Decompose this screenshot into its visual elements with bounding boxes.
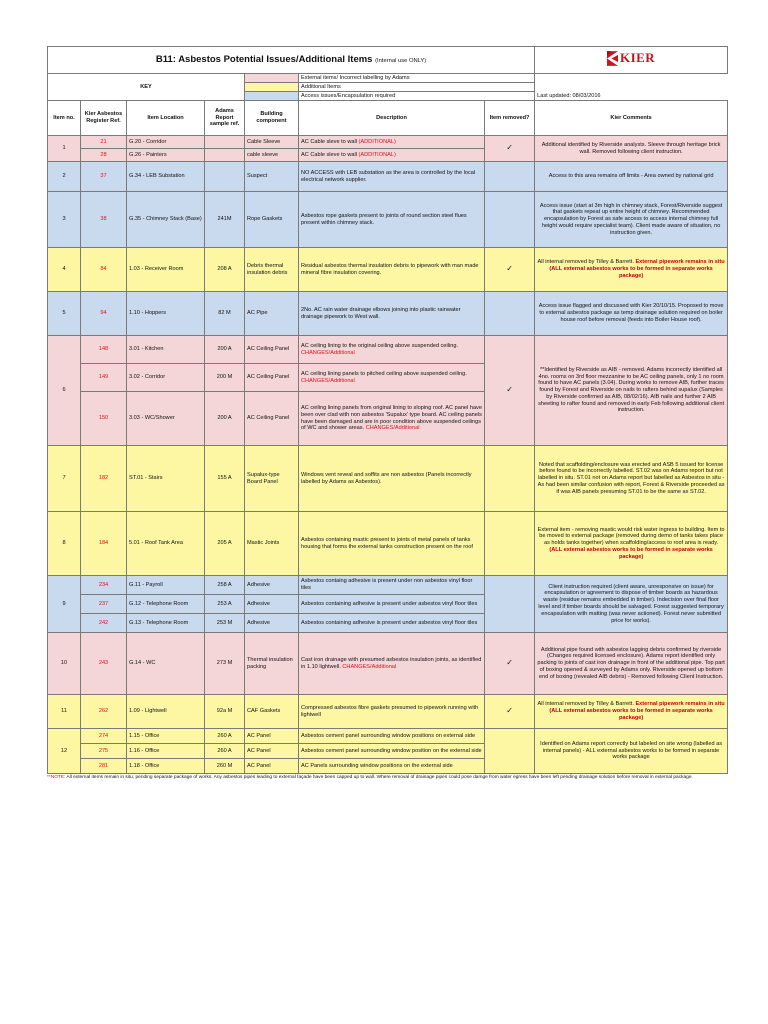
item-location: 3.03 - WC/Shower [127,392,205,446]
page-title [48,47,535,74]
sample-ref: 200 A [205,392,245,446]
col-location: Item Location [127,101,205,136]
kier-ref: 84 [81,248,127,292]
description: Asbestos cement panel surrounding window position on the external side [299,744,485,759]
kier-ref: 274 [81,729,127,744]
sample-ref: 82 M [205,292,245,336]
item-no: 11 [48,695,81,729]
kier-comment: Client instruction required (client aware, unresponsive on issue) for encapsulation or agreement to dispose of timber boards as hazardous waste (residue remains embedded in timber). Indecision over final floor level and if timber boards should be salvaged. Forest suggested temporary encapsulation with matting (was never actioned). Forest never submitted price for works). [535,576,728,633]
description-text: AC ceiling lining to the original ceiling above suspended ceiling. [301,342,459,349]
table-row [48,729,728,744]
sample-ref: 260 M [205,759,245,774]
item-location: 1.15 - Office [127,729,205,744]
comment-text: All internal removed by Tilley & Barrett. [537,259,634,266]
item-no: 12 [48,729,81,774]
comment-flag: (ALL external asbestos works to be formed in separate works package) [549,546,713,560]
building-component: AC Panel [245,729,299,744]
item-location: 3.01 - Kitchen [127,336,205,364]
kier-ref: 234 [81,576,127,595]
item-location: 1.16 - Office [127,744,205,759]
item-location: G.35 - Chimney Stack (Base) [127,192,205,248]
item-no: 3 [48,192,81,248]
description [299,392,485,446]
key-blank [535,74,728,83]
item-no: 5 [48,292,81,336]
kier-logo-mark-icon [607,51,618,66]
kier-comment: **Identified by Riverside as AIB - removed. Adams incorrectly identified all 4no. rooms on 3rd floor mezzanine to be AC ceiling panels, only 1 no room found to have AC panels (3.04). During works to remove AIB, further traces found by Forest and Riverside on nails to rafters behind supalux (Samples by Riverside confirmed as AIB, 08/02/16). AIB nails and further 2 AIB sheeting to rafter found and removed in early Feb following additional client instruction. [535,336,728,446]
comment-flag: External pipework remains in situ (ALL external asbestos works to be formed in separate works package) [549,259,725,279]
table-row [48,192,728,248]
title-sub: (Internal use ONLY) [375,57,427,64]
kier-comment: Identified on Adams report correctly but labeled on site wrong (labelled as internal panels) - ALL external asbestos works to be formed in separate works package [535,729,728,774]
table-row [48,446,728,512]
kier-logo [535,47,728,74]
table-row [48,576,728,595]
description: 2No. AC rain water drainage elbows joining into plastic rainwater drainage pipework to West wall. [299,292,485,336]
sample-ref: 273 M [205,633,245,695]
removed-cell [485,512,535,576]
table-row [48,512,728,576]
kier-comment [535,512,728,576]
description [299,336,485,364]
item-no: 7 [48,446,81,512]
table-row [48,292,728,336]
sample-ref [205,136,245,149]
col-comments: Kier Comments [535,101,728,136]
sample-ref: 253 A [205,595,245,614]
description [299,364,485,392]
building-component: Debris thermal insulation debris [245,248,299,292]
removed-cell [485,162,535,192]
building-component: AC Ceiling Panel [245,364,299,392]
removed-check-icon: ✓ [485,248,535,292]
item-location: 3.02 - Corridor [127,364,205,392]
item-location: G.14 - WC [127,633,205,695]
kier-ref: 182 [81,446,127,512]
key-swatch-blue [245,92,299,101]
footnote-text: : All external items remain in situ, pending separate package of works. Any asbestos pipes leading to external façade have been capped up to wall. Where removal of drainage pipes could pose damge from water egress have been left pending drainage solution before removal in external package. [64,775,693,780]
building-component: Rope Gaskets [245,192,299,248]
kier-ref: 21 [81,136,127,149]
title-main: B11: Asbestos Potential Issues/Additional Items [155,53,373,65]
table-row [48,248,728,292]
sample-ref: 200 A [205,336,245,364]
footnote-marker: **NOTE [47,775,65,780]
description: Asbestos containing mastic present to joints of metal panels of tanks housing that forms the external tanks construction present on the roof [299,512,485,576]
removed-cell [485,446,535,512]
sample-ref: 155 A [205,446,245,512]
footnote [47,775,727,781]
col-description: Description [299,101,485,136]
table-row [48,336,728,364]
key-item-access: Access issues/Encapsulation required [299,92,535,101]
col-kier-ref: Kier Asbestos Register Ref. [81,101,127,136]
last-updated: Last updated: 08/03/2016 [537,93,601,99]
kier-comment [535,695,728,729]
building-component: Adhesive [245,595,299,614]
col-adams-ref: Adams Report sample ref. [205,101,245,136]
key-blank [535,83,728,92]
description-flag: CHANGES/Additional [301,377,355,384]
item-location: G.11 - Payroll [127,576,205,595]
description: Asbestos containing adhesive is present under asbestos vinyl floor tiles [299,614,485,633]
kier-comment: Additional pipe found with asbestos lagging debris confirmed by riverside (Changes required licensed enclosure). Adams report identified only packing to joints of cast iron drainage in front of the additional pipe. Top part of boxing opened & surveyed by Adams only. Riverside opened up bottom end of boxing (revealed AIB debris) - Removed following Client Instruction. [535,633,728,695]
description: AC Panels surrounding window positions on the external side [299,759,485,774]
sample-ref: 260 A [205,744,245,759]
col-removed: Item removed? [485,101,535,136]
table-row [48,695,728,729]
kier-comment [535,248,728,292]
item-no: 4 [48,248,81,292]
description: Compressed asbestos fibre gaskets presumed to pipework running with lightwell [299,695,485,729]
item-location: 1.18 - Office [127,759,205,774]
item-location: G.20 - Corridor [127,136,205,149]
kier-ref: 275 [81,744,127,759]
col-item-no: Item no. [48,101,81,136]
removed-cell [485,292,535,336]
kier-ref: 237 [81,595,127,614]
building-component: AC Pipe [245,292,299,336]
kier-comment: Access issue flagged and discussed with Kier 20/10/15. Proposed to move to external asbestos package as temp drainage solution required on boiler house roof before removal (feeds into Boiler House roof). [535,292,728,336]
description [299,149,485,162]
description-flag: CHANGES/Additional [301,349,355,356]
removed-check-icon: ✓ [485,695,535,729]
logo-text: KIER [619,50,656,66]
kier-ref: 94 [81,292,127,336]
description: Asbestos containg adhesive is present under non asbestos vinyl floor tiles [299,576,485,595]
building-component: Thermal insulation packing [245,633,299,695]
removed-cell [485,192,535,248]
description-text: AC Cable sleve to wall [301,151,357,158]
building-component: AC Panel [245,744,299,759]
description-flag: CHANGES/Additional [365,425,420,432]
asbestos-register-sheet [47,46,727,781]
item-no: 10 [48,633,81,695]
sample-ref: 258 A [205,576,245,595]
key-item-additional: Additional Items [299,83,535,92]
item-location: ST.01 - Stairs [127,446,205,512]
kier-comment: Noted that scaffolding/enclosure was erected and ASB 5 issued for license before found to be incorrectly labelled. ST.02 was on Adams report but not labelled in situ. ST.01 not on Adams report but labelled as Asbestos in situ - As had been similar confusion with report, Forest & Riverside proceeded as if was AIB panels presuming ST.01 to be the same as ST.02. [535,446,728,512]
description-text: AC Cable sleve to wall [301,138,357,145]
building-component: cable sleeve [245,149,299,162]
description-text: AC ceiling lining panels from original lining to sloping roof. AC panel have been over clad with non asbestos 'Supalux' type board. AC ceiling panels have been damaged and are in poor condition above suspended ceilings of WC and shower areas. [301,404,482,432]
sample-ref: 92a M [205,695,245,729]
building-component: Suspect [245,162,299,192]
item-location: 1.10 - Hoppers [127,292,205,336]
table-row [48,136,728,149]
building-component: Mastic Joints [245,512,299,576]
sample-ref [205,162,245,192]
building-component: AC Ceiling Panel [245,336,299,364]
item-location: G.34 - LEB Substation [127,162,205,192]
kier-ref: 281 [81,759,127,774]
building-component: Adhesive [245,614,299,633]
kier-comment: Additional identified by Riverside analysts. Sleeve through heritage brick wall. Removed following client instruction. [535,136,728,162]
sample-ref: 241M [205,192,245,248]
description: Asbestos containing adhesive is present under asbestos vinyl floor tiles [299,595,485,614]
description [299,633,485,695]
building-component: AC Ceiling Panel [245,392,299,446]
item-location: 1.09 - Lightwell [127,695,205,729]
kier-ref: 148 [81,336,127,364]
item-no: 1 [48,136,81,162]
comment-flag: External pipework remains in situ (ALL external asbestos works to be formed in separate works package) [549,701,725,721]
description: Windows vent reveal and soffits are non asbestos (Panels incorrectly labelled by Adams as Asbestos). [299,446,485,512]
item-location: 5.01 - Roof Tank Area [127,512,205,576]
item-location: G.13 - Telephone Room [127,614,205,633]
removed-check-icon: ✓ [485,336,535,446]
kier-ref: 184 [81,512,127,576]
table-row [48,162,728,192]
sample-ref: 260 A [205,729,245,744]
removed-check-icon: ✓ [485,136,535,162]
item-no: 6 [48,336,81,446]
kier-ref: 262 [81,695,127,729]
kier-ref: 243 [81,633,127,695]
description [299,136,485,149]
item-no: 2 [48,162,81,192]
item-location: G.26 - Painters [127,149,205,162]
sample-ref: 200 M [205,364,245,392]
removed-cell [485,729,535,774]
sample-ref: 208 A [205,248,245,292]
table-row [48,633,728,695]
description-text: Cast iron drainage with presumed asbestos insulation joints, as identified in 1.10 lightwell. [301,656,482,670]
sample-ref [205,149,245,162]
col-component: Building component [245,101,299,136]
kier-ref: 38 [81,192,127,248]
building-component: Supalux-type Board Panel [245,446,299,512]
key-swatch-yellow [245,83,299,92]
kier-ref: 150 [81,392,127,446]
sample-ref: 253 M [205,614,245,633]
removed-cell [485,576,535,633]
kier-comment: Access to this area remains off limits - Area owned by national grid [535,162,728,192]
item-location: G.12 - Telephone Room [127,595,205,614]
building-component: CAF Gaskets [245,695,299,729]
key-label: KEY [48,74,245,101]
kier-ref: 28 [81,149,127,162]
key-swatch-pink [245,74,299,83]
item-location: 1.03 - Receiver Room [127,248,205,292]
building-component: Adhesive [245,576,299,595]
kier-ref: 242 [81,614,127,633]
kier-ref: 149 [81,364,127,392]
comment-text: All internal removed by Tilley & Barrett. [537,701,634,708]
comment-text: External item - removing mastic would risk water ingress to building. Item to be moved to external package (removed during demo of tanks takes place as holds tanks together) when scaffolding/access to roof area is ready. [537,526,725,547]
kier-comment: Access issue (start at 3m high in chimney stack, Forest/Riverside suggest that gaskets repeat up entire height of chimney. Recommended encapsulation by Forest as safe access to access internal chimney full height would require specialist team). Client made aware of situation, no instruction given. [535,192,728,248]
description-text: AC ceiling lining panels to pitched ceiling above suspended ceiling. [301,370,467,377]
item-no: 9 [48,576,81,633]
building-component: Cable Sleeve [245,136,299,149]
building-component: AC Panel [245,759,299,774]
item-no: 8 [48,512,81,576]
sample-ref: 205 A [205,512,245,576]
key-item-external: External items/ Incorrect labelling by Adams [299,74,535,83]
description-flag: (ADDITIONAL) [358,151,396,158]
description-flag: (ADDITIONAL) [358,138,396,145]
description: Residual asbestos thermal insulation debris to pipework with man made mineral fibre insulation covering. [299,248,485,292]
asbestos-table [47,46,728,774]
description: NO ACCESS with LEB substation as the area is controlled by the local electrical network supplier. [299,162,485,192]
description: Asbestos rope gaskets present to joints of round section steel flues present within chimney stack. [299,192,485,248]
description: Asbestos cement panel surrounding window positions on external side [299,729,485,744]
kier-ref: 37 [81,162,127,192]
removed-check-icon: ✓ [485,633,535,695]
description-flag: CHANGES/Additional [342,663,397,670]
